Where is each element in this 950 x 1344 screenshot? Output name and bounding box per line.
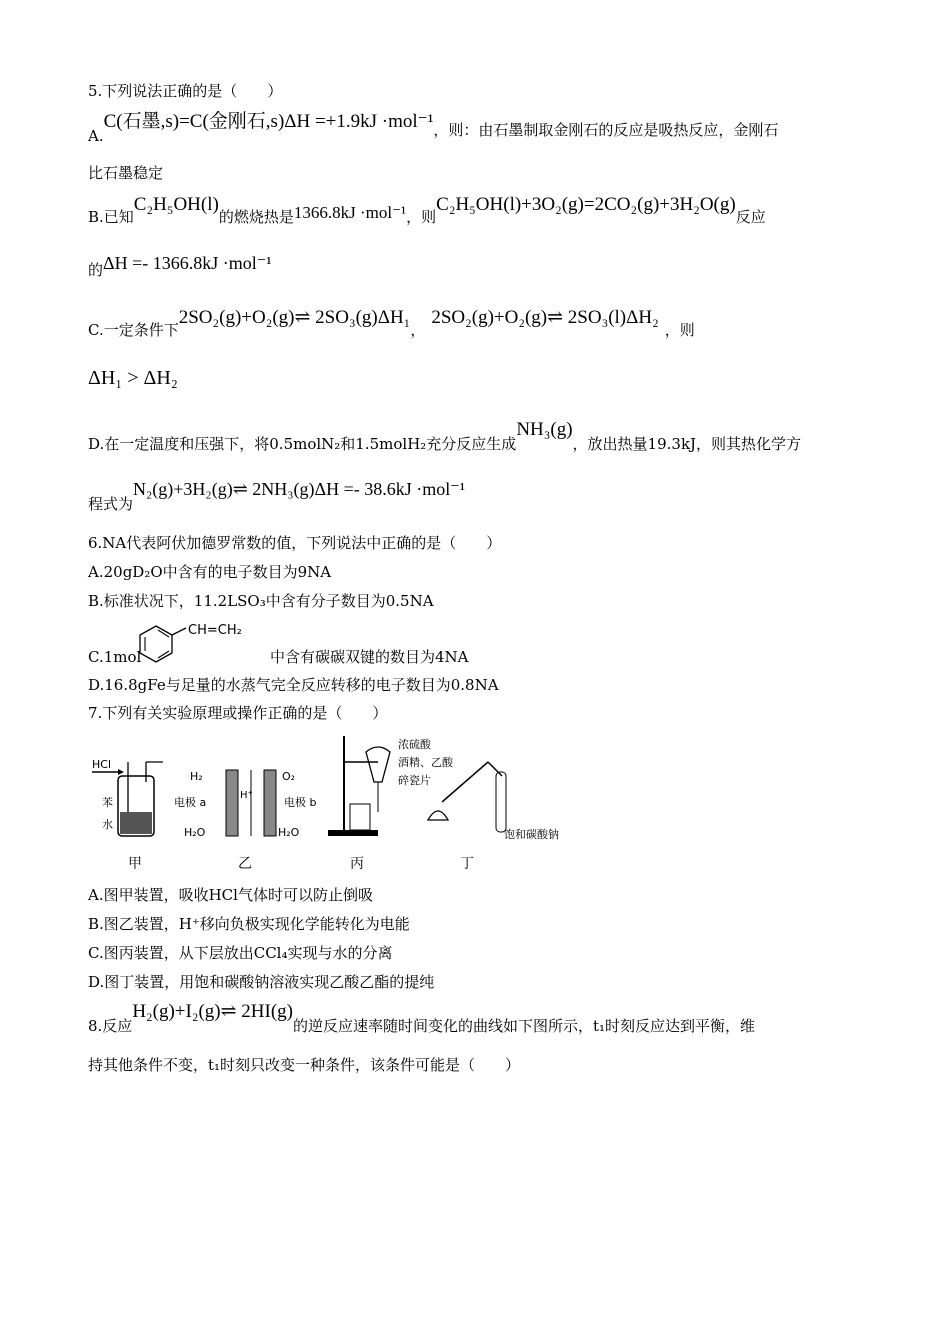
styrene-label: CH=CH₂ [188,623,242,638]
q5-d-nh3: NH₃(g) [516,419,573,440]
label-na2co3: 饱和碳酸钠 [504,828,559,841]
q7-option-d: D.图丁装置，用饱和碳酸钠溶液实现乙酸乙酯的提纯 [88,973,435,991]
label-h2o-right: H₂O [278,826,300,839]
q5-d-line2-prefix: 程式为 [88,495,134,513]
q5-b-line2 [88,253,272,279]
q5-d-text: D.在一定温度和压强下，将0.5molN₂和1.5molH₂充分反应生成 [88,435,517,453]
q5-option-b [88,194,766,226]
label-acid: 浓硫酸 [398,738,431,751]
q5-b-mid: 的燃烧热是 [218,208,294,226]
q7-option-c: C.图丙装置，从下层放出CCl₄实现与水的分离 [88,944,393,962]
q5-option-c [88,307,695,339]
caption-bing: 丙 [350,856,364,872]
q7-option-b: B.图乙装置，H⁺移向负极实现化学能转化为电能 [88,915,410,933]
q8-prefix: 8.反应 [88,1017,133,1035]
caption-yi: 乙 [238,856,252,872]
label-water: 水 [102,818,113,831]
q5-c-sep: ， [410,321,426,339]
q6-option-a: A.20gD₂O中含有的电子数目为9NA [88,563,332,581]
q6-option-c-prefix: C.1mol [88,648,142,666]
q5-d-line2-eq: N₂(g)+3H₂(g)⇌ 2NH₃(g)ΔH =- 38.6kJ ·mol⁻¹ [133,479,466,499]
q5-b-value: 1366.8kJ ·mol⁻¹ [293,203,407,222]
apparatus-jia [92,758,163,872]
q5-a-text2: 比石墨稳定 [88,164,164,182]
q8-equation: H₂(g)+I₂(g)⇌ 2HI(g) [132,1001,294,1022]
q5-d-tail: ，放出热量19.3kJ，则其热化学方 [572,435,802,453]
label-h2o-left: H₂O [184,826,206,839]
label-chips: 碎瓷片 [398,774,431,787]
q5-b-then: ，则 [406,208,437,226]
q7-apparatus-figure [88,732,588,878]
caption-ding: 丁 [460,856,474,872]
q5-b-prefix: B.已知 [88,208,134,226]
q8-text: 的逆反应速率随时间变化的曲线如下图所示，t₁时刻反应达到平衡，维 [293,1017,756,1035]
q5-b-line2-prefix: 的 [88,261,104,279]
q5-c-eq2: 2SO₂(g)+O₂(g)⇌ 2SO₃(l)ΔH₂ [431,307,659,328]
q5-a-equation: C(石墨,s)=C(金刚石,s)ΔH =+1.9kJ ·mol⁻¹ [103,111,434,132]
q5-c-line2: ΔH₁ > ΔH₂ [88,367,178,389]
q5-b-line2-eq: ΔH =- 1366.8kJ ·mol⁻¹ [103,253,272,273]
q6-option-d: D.16.8gFe与足量的水蒸气完全反应转移的电子数目为0.8NA [88,676,499,694]
label-alcohol: 酒精、乙酸 [398,756,453,769]
q5-c-tail: ，则 [664,321,695,339]
label-electrode-a: 电极 a [174,796,207,809]
q5-option-a [88,111,779,145]
q6-option-b: B.标准状况下，11.2LSO₃中含有分子数目为0.5NA [88,592,434,610]
q5-b-tail: 反应 [735,208,766,226]
q5-d-line2 [88,479,466,513]
q5-option-d [88,419,802,453]
q5-a-text: ，则：由石墨制取金刚石的反应是吸热反应，金刚石 [433,121,779,139]
q5-c-prefix: C.一定条件下 [88,321,179,339]
apparatus-yi [174,770,316,872]
q5-a-prefix: A. [88,127,104,145]
q5-b-fuel: C₂H₅OH(l) [133,194,219,215]
styrene-structure [136,620,266,668]
label-hplus: H⁺ [240,790,253,801]
label-h2: H₂ [190,770,203,783]
q8-line1 [88,1001,756,1035]
q6-option-c-text: 中含有碳碳双键的数目为4NA [270,648,469,666]
q8-line2: 持其他条件不变，t₁时刻只改变一种条件，该条件可能是（ ） [88,1056,521,1074]
q5-b-equation: C₂H₅OH(l)+3O₂(g)=2CO₂(g)+3H₂O(g) [436,194,736,215]
q6-stem: 6.NA代表阿伏加德罗常数的值，下列说法中正确的是（ ） [88,534,502,552]
q7-stem: 7.下列有关实验原理或操作正确的是（ ） [88,704,388,722]
apparatus-ding [398,737,559,872]
label-electrode-b: 电极 b [284,796,317,809]
q5-stem: 5.下列说法正确的是（ ） [88,82,283,100]
apparatus-bing [328,736,390,872]
caption-jia: 甲 [128,856,142,872]
q5-c-eq1: 2SO₂(g)+O₂(g)⇌ 2SO₃(g)ΔH₁ [178,307,411,328]
q7-option-a: A.图甲装置，吸收HCl气体时可以防止倒吸 [88,886,373,904]
label-ben: 苯 [102,796,113,809]
label-hcl: HCl [92,758,112,771]
label-o2: O₂ [282,770,296,783]
